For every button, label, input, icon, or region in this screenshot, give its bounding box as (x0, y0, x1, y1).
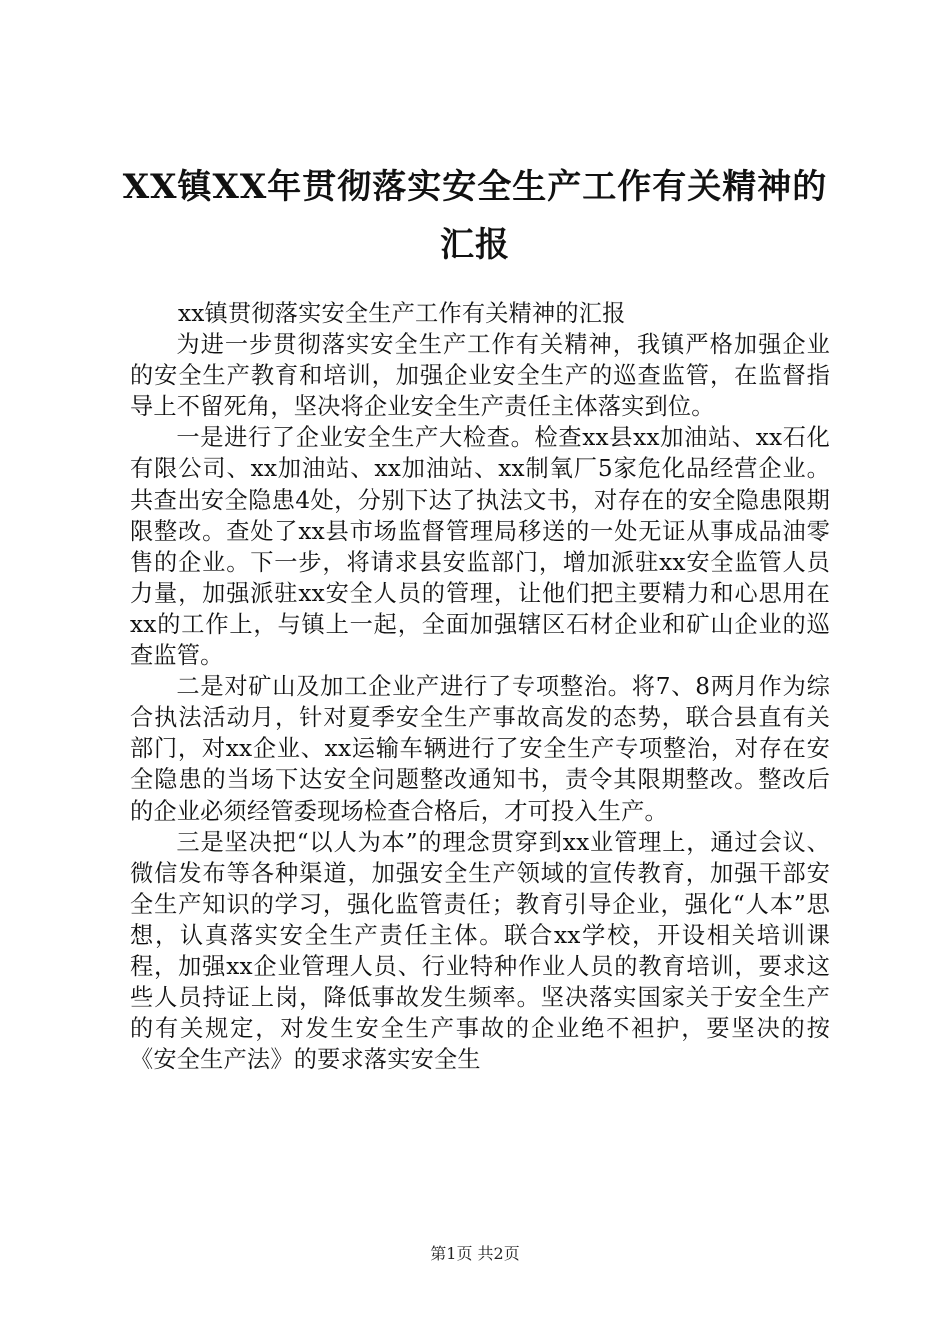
document-subtitle: xx镇贯彻落实安全生产工作有关精神的汇报 (178, 300, 626, 327)
document-body (130, 298, 830, 1075)
paragraph-special-rectification: 二是对矿山及加工企业产进行了专项整治。将7、8两月作为综合执法活动月，针对夏季安全生产事故高发的态势，联合县直有关部门，对xx企业、xx运输车辆进行了安全生产专项整治，对存在安全隐患的当场下达安全问题整改通知书，责令其限期整改。整改后的企业必须经管委现场检查合格后，才可投入生产。 (130, 673, 830, 825)
paragraph-people-oriented: 三是坚决把“以人为本”的理念贯穿到xx业管理上，通过会议、微信发布等各种渠道，加强安全生产领域的宣传教育，加强干部安全生产知识的学习，强化监管责任；教育引导企业，强化“人本”思想，认真落实安全生产责任主体。联合xx学校，开设相关培训课程，加强xx企业管理人员、行业特种作业人员的教育培训，要求这些人员持证上岗，降低事故发生频率。坚决落实国家关于安全生产的有关规定，对发生安全生产事故的企业绝不袒护，要坚决的按《安全生产法》的要求落实安全生 (130, 828, 830, 1074)
paragraph-inspection: 一是进行了企业安全生产大检查。检查xx县xx加油站、xx石化有限公司、xx加油站、xx加油站、xx制氧厂5家危化品经营企业。共查出安全隐患4处，分别下达了执法文书，对存在的安全隐患限期限整改。查处了xx县市场监督管理局移送的一处无证从事成品油零售的企业。下一步，将请求县安监部门，增加派驻xx安全监管人员力量，加强派驻xx安全人员的管理，让他们把主要精力和心思用在xx的工作上，与镇上一起，全面加强辖区石材企业和矿山企业的巡查监管。 (130, 424, 830, 670)
page-number-footer: 第1页 共2页 (430, 1244, 520, 1263)
document-title-line1: XX镇XX年贯彻落实安全生产工作有关精神的 (122, 167, 828, 207)
document-title-line2: 汇报 (440, 225, 510, 265)
paragraph-intro: 为进一步贯彻落实安全生产工作有关精神，我镇严格加强企业的安全生产教育和培训，加强企业安全生产的巡查监管，在监督指导上不留死角，坚决将企业安全生产责任主体落实到位。 (130, 331, 830, 421)
